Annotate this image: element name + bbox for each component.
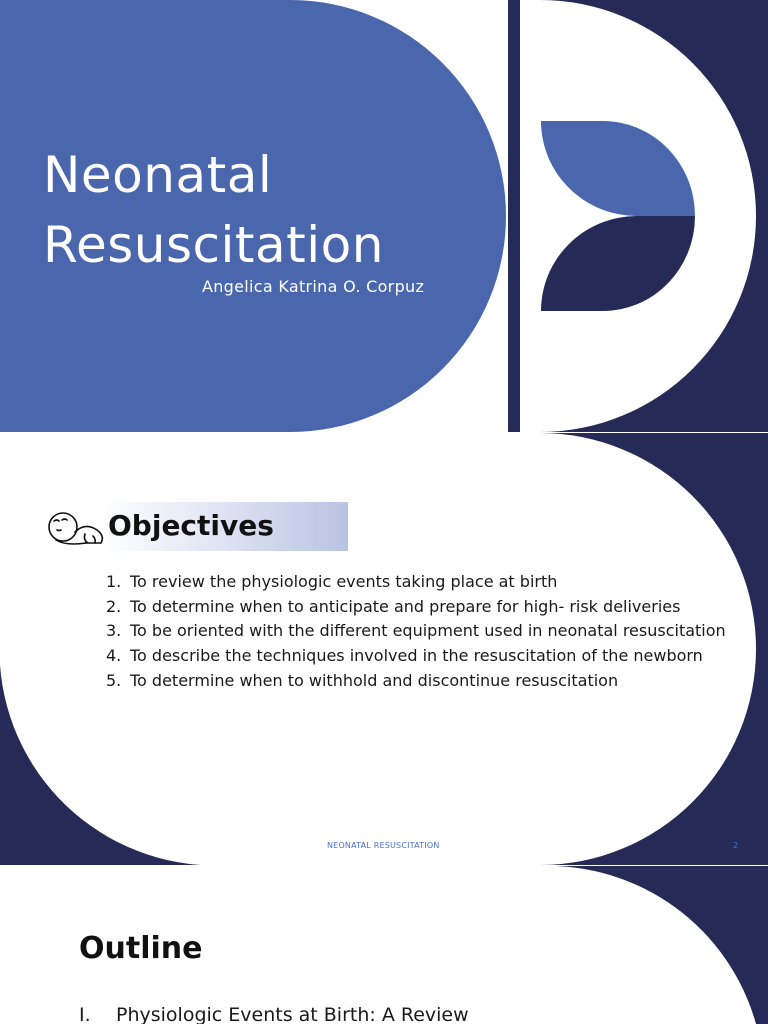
presentation-title: [43, 140, 384, 280]
list-item: [106, 595, 726, 620]
objectives-heading: Objectives: [108, 509, 274, 542]
objectives-list: [106, 570, 726, 694]
outline-list: [79, 1000, 469, 1024]
page-number: 2: [733, 841, 739, 850]
list-item: [106, 619, 726, 644]
author-name: Angelica Katrina O. Corpuz: [202, 277, 425, 296]
title-line-2: Resuscitation: [43, 216, 384, 274]
list-item: [106, 570, 726, 595]
list-item: [106, 644, 726, 669]
objectives-slide: [0, 433, 768, 865]
list-item-number: 1.: [106, 572, 122, 591]
list-item-text: Physiologic Events at Birth: A Review: [116, 1004, 469, 1024]
list-item-text: To determine when to withhold and discontinue resuscitation: [130, 670, 619, 690]
outline-heading: Outline: [79, 931, 203, 966]
list-item: [79, 1000, 469, 1024]
title-slide: [0, 0, 768, 432]
list-item-number: I.: [79, 1004, 91, 1024]
list-item-number: 2.: [106, 596, 122, 616]
list-item-number: 4.: [106, 646, 122, 666]
list-item: [106, 669, 726, 694]
list-item-number: 3.: [106, 621, 122, 641]
list-item-text: To review the physiologic events taking place at birth: [130, 572, 558, 591]
list-item-number: 5.: [106, 670, 122, 690]
list-item-text: To determine when to anticipate and prepare for high- risk deliveries: [130, 596, 681, 616]
list-item-text: To be oriented with the different equipment used in neonatal resuscitation: [130, 621, 726, 641]
footer-title: NEONATAL RESUSCITATION: [327, 841, 440, 850]
title-line-1: Neonatal: [43, 146, 273, 204]
sleeping-baby-icon: [46, 508, 108, 548]
list-item-text: To describe the techniques involved in the resuscitation of the newborn: [130, 646, 703, 666]
outline-slide: [0, 866, 768, 1024]
